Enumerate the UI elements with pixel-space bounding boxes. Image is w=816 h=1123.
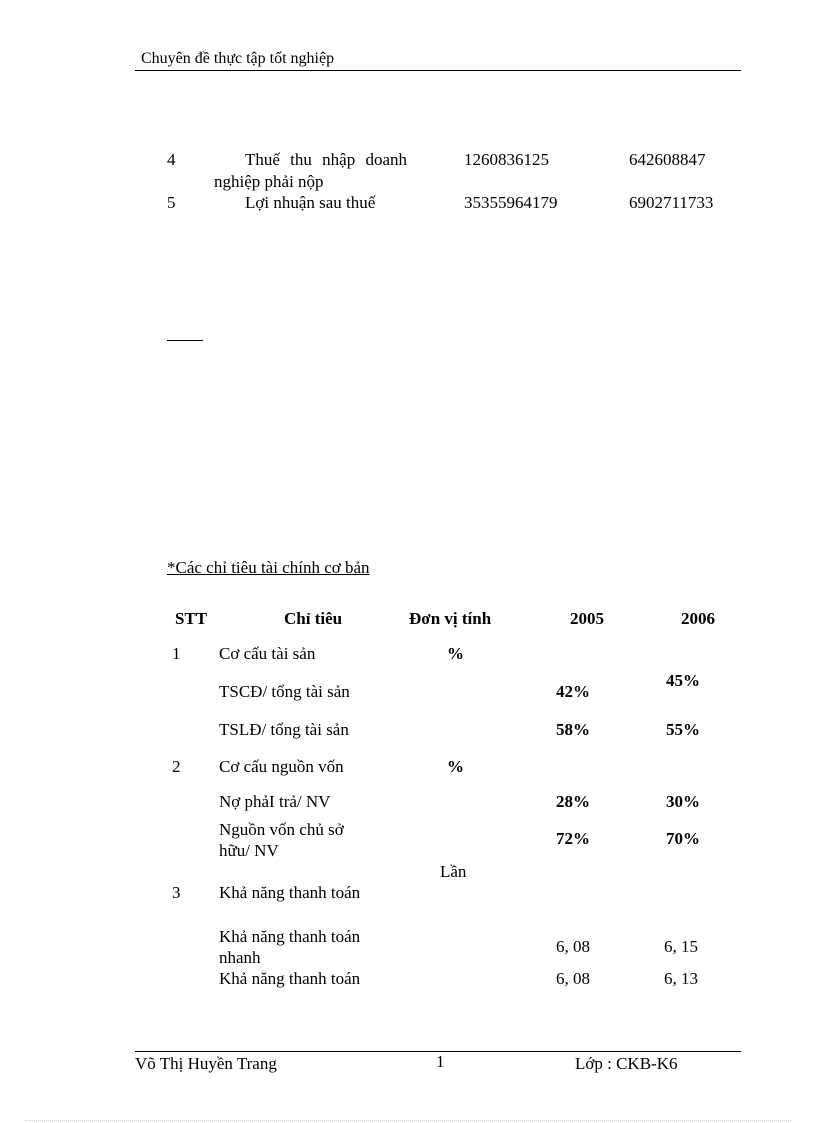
page-header-title: Chuyên đề thực tập tốt nghiệp: [141, 50, 335, 67]
row-4-label-text: Thuế thu nhập doanh: [245, 150, 407, 169]
header-indicator: Chỉ tiêu: [284, 609, 343, 628]
fin-row-3-label: Khả năng thanh toán: [219, 883, 361, 902]
row-5-value-2005: 35355964179: [464, 193, 558, 212]
fin-row-tsld-label: TSLĐ/ tổng tài sản: [219, 720, 349, 739]
fin-row-1-stt: 1: [172, 644, 181, 663]
row-4-stt: 4: [167, 150, 176, 169]
fin-row-equity-label-line2: hữu/ NV: [219, 841, 279, 860]
fin-row-2-unit: %: [447, 757, 464, 776]
header-2005: 2005: [570, 609, 604, 628]
row-4-value-2005: 1260836125: [464, 150, 549, 169]
fin-row-payment-2005: 6, 08: [556, 969, 590, 988]
fin-row-quick-2005: 6, 08: [556, 937, 590, 956]
fin-row-equity-2006: 70%: [666, 829, 700, 848]
header-divider: [135, 70, 741, 71]
fin-row-1-label: Cơ cấu tài sản: [219, 644, 316, 663]
fin-row-equity-label-line1: Nguồn vốn chủ sở: [219, 820, 344, 839]
page-number: 1: [436, 1052, 445, 1071]
row-5-label: Lợi nhuận sau thuế: [245, 193, 376, 212]
fin-row-quick-label-line1: Khả năng thanh toán: [219, 927, 361, 946]
fin-row-debt-label: Nợ phảI trả/ NV: [219, 792, 331, 811]
row-4-label-line1: [245, 150, 434, 170]
row-4-value-2006: 642608847: [629, 150, 706, 169]
header-unit: Đơn vị tính: [409, 609, 492, 628]
footer-author: Võ Thị Huyền Trang: [135, 1054, 277, 1073]
section-title: *Các chỉ tiêu tài chính cơ bản: [167, 558, 370, 577]
fin-row-tscd-2005: 42%: [556, 682, 590, 701]
fin-row-payment-2006: 6, 13: [664, 969, 698, 988]
row-4-label-line2: nghiệp phải nộp: [214, 172, 324, 191]
footnote-rule: [167, 340, 203, 341]
fin-row-payment-label: Khả năng thanh toán: [219, 969, 361, 988]
page-bottom-border: [25, 1120, 791, 1121]
fin-row-debt-2006: 30%: [666, 792, 700, 811]
fin-row-tscd-label: TSCĐ/ tổng tài sản: [219, 682, 350, 701]
header-2006: 2006: [681, 609, 715, 628]
fin-row-debt-2005: 28%: [556, 792, 590, 811]
fin-row-1-unit: %: [447, 644, 464, 663]
header-stt: STT: [175, 609, 208, 628]
fin-row-tscd-2006: 45%: [666, 671, 700, 690]
row-5-value-2006: 6902711733: [629, 193, 714, 212]
fin-row-2-label: Cơ cấu nguồn vốn: [219, 757, 344, 776]
fin-row-3-stt: 3: [172, 883, 181, 902]
fin-row-tsld-2005: 58%: [556, 720, 590, 739]
fin-row-3-unit: Lần: [440, 862, 467, 881]
fin-row-2-stt: 2: [172, 757, 181, 776]
fin-row-equity-2005: 72%: [556, 829, 590, 848]
footer-class: Lớp : CKB-K6: [575, 1054, 678, 1073]
row-5-stt: 5: [167, 193, 176, 212]
fin-row-quick-label-line2: nhanh: [219, 948, 261, 967]
fin-row-tsld-2006: 55%: [666, 720, 700, 739]
fin-row-quick-2006: 6, 15: [664, 937, 698, 956]
